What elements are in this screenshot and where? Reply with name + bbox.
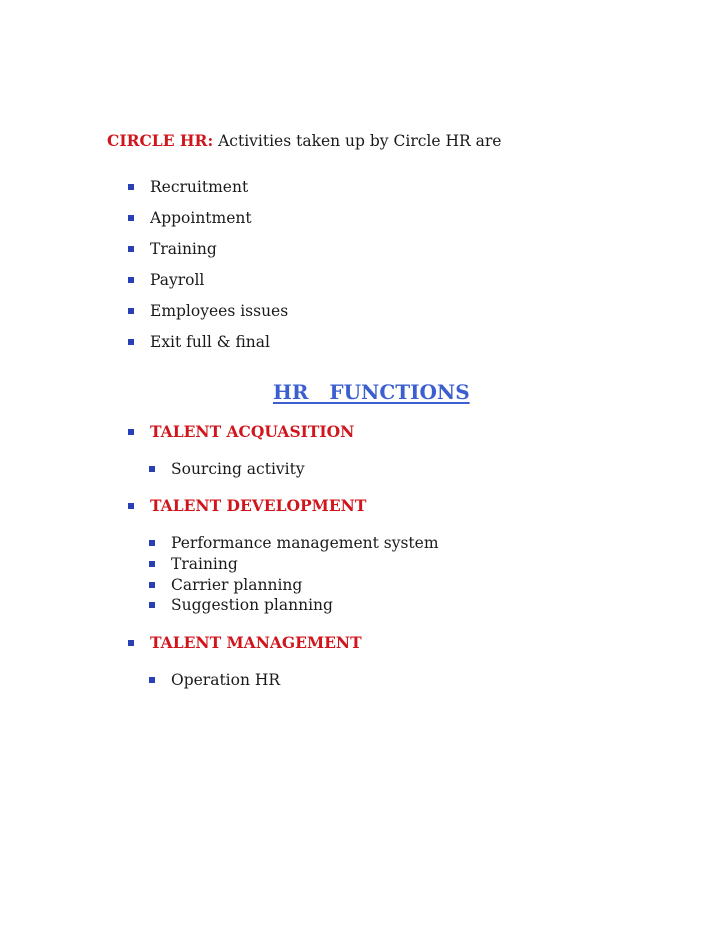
square-bullet-icon: [149, 677, 155, 683]
square-bullet-icon: [128, 246, 134, 252]
section-title: TALENT ACQUASITION: [150, 422, 355, 441]
square-bullet-icon: [128, 277, 134, 283]
square-bullet-icon: [128, 184, 134, 190]
function-label: Training: [171, 555, 238, 573]
section-talent-management: [128, 633, 362, 653]
square-bullet-icon: [128, 215, 134, 221]
activity-item: [128, 270, 204, 290]
hr-functions-heading: HR FUNCTIONS: [273, 380, 470, 404]
activity-label: Training: [150, 240, 217, 258]
activity-item: [128, 208, 252, 228]
circle-hr-intro-text: Activities taken up by Circle HR are: [213, 132, 502, 150]
square-bullet-icon: [128, 429, 134, 435]
square-bullet-icon: [149, 582, 155, 588]
circle-hr-intro: [107, 131, 501, 151]
function-label: Suggestion planning: [171, 596, 333, 614]
function-item: [149, 459, 305, 479]
square-bullet-icon: [149, 540, 155, 546]
function-label: Carrier planning: [171, 576, 303, 594]
section-title: TALENT MANAGEMENT: [150, 633, 362, 652]
function-label: Performance management system: [171, 534, 439, 552]
square-bullet-icon: [128, 339, 134, 345]
activity-label: Payroll: [150, 271, 205, 289]
section-title: TALENT DEVELOPMENT: [150, 496, 367, 515]
activity-item: [128, 177, 248, 197]
activity-label: Exit full & final: [150, 333, 270, 351]
circle-hr-label: CIRCLE HR:: [107, 131, 214, 150]
square-bullet-icon: [128, 640, 134, 646]
function-item: [149, 595, 333, 615]
function-item: [149, 575, 302, 595]
square-bullet-icon: [128, 503, 134, 509]
activity-label: Recruitment: [150, 178, 249, 196]
activity-item: [128, 239, 217, 259]
square-bullet-icon: [149, 561, 155, 567]
function-item: [149, 670, 280, 690]
section-talent-development: [128, 496, 366, 516]
square-bullet-icon: [149, 466, 155, 472]
square-bullet-icon: [149, 602, 155, 608]
activity-label: Appointment: [150, 209, 252, 227]
function-item: [149, 554, 238, 574]
function-item: [149, 533, 439, 553]
activity-label: Employees issues: [150, 302, 289, 320]
function-label: Sourcing activity: [171, 460, 305, 478]
activity-item: [128, 332, 270, 352]
activity-item: [128, 301, 288, 321]
function-label: Operation HR: [171, 671, 281, 689]
section-talent-acquisition: [128, 422, 354, 442]
square-bullet-icon: [128, 308, 134, 314]
